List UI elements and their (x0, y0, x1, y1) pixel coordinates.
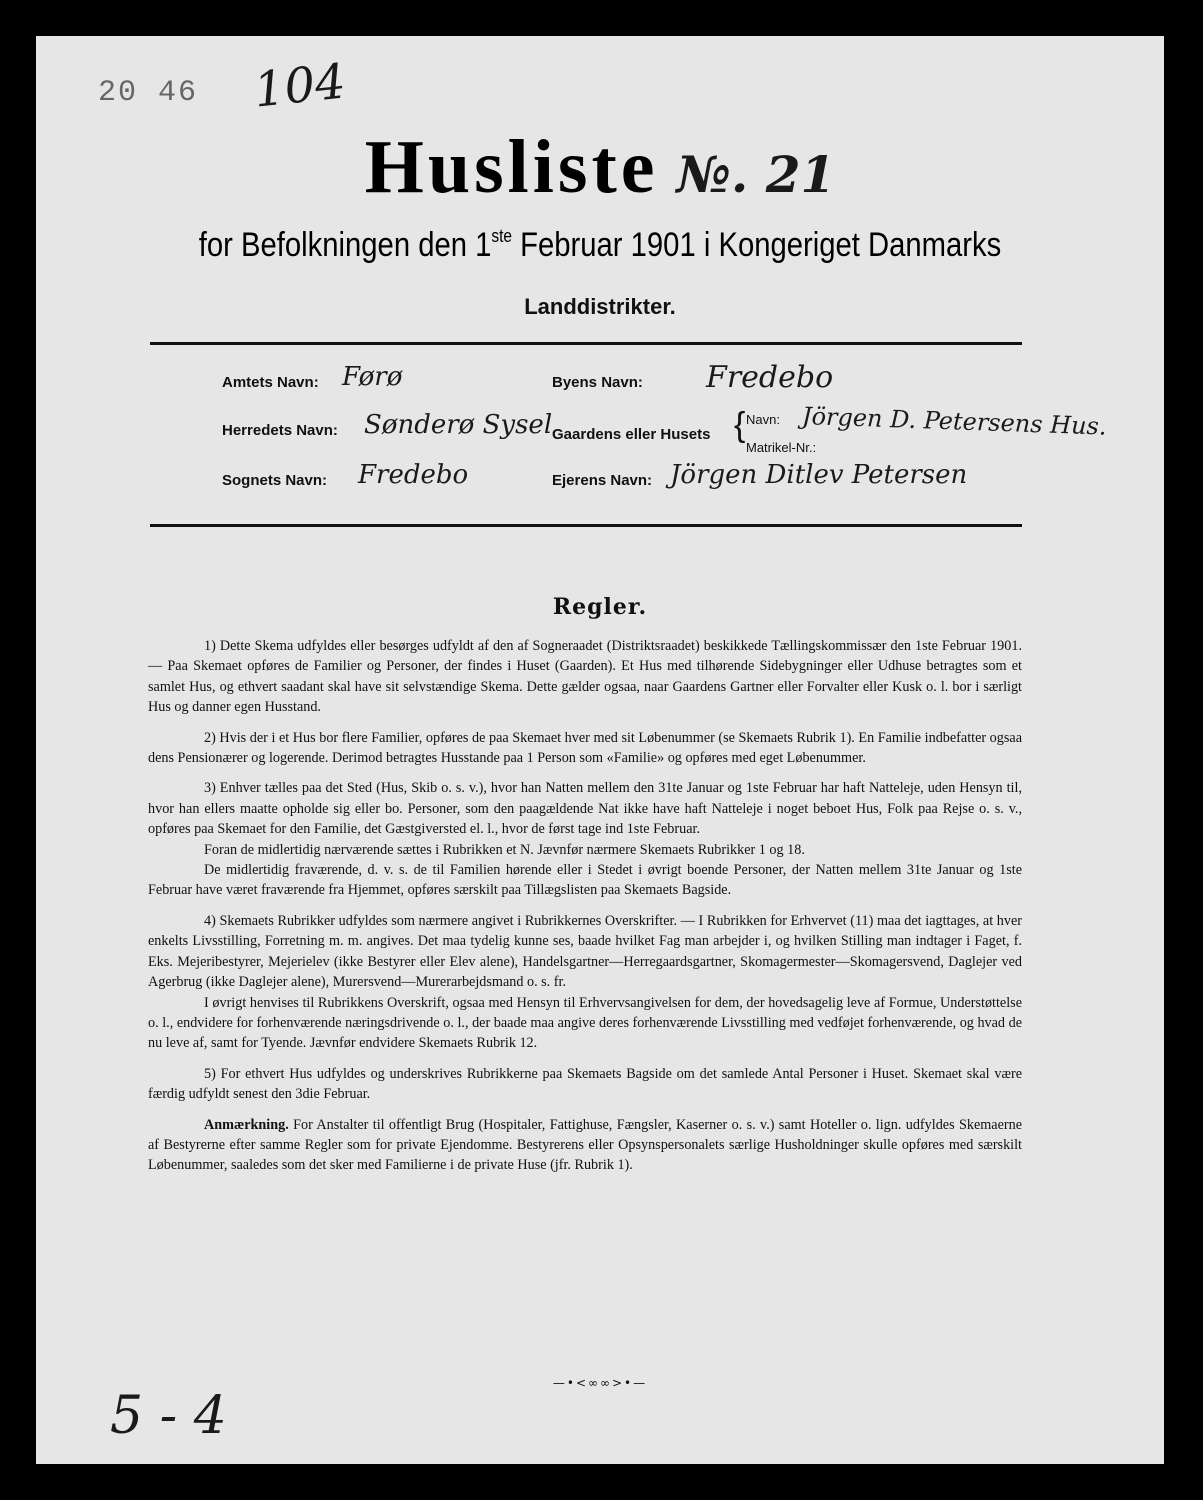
herred-value: Sønderø Sysel (364, 410, 553, 440)
subtitle-part: for Befolkningen den 1 (198, 226, 492, 264)
by-label: Byens Navn: (552, 374, 643, 391)
rule-3-note-n: Foran de midlertidig nærværende sættes i Rubrikken et N. Jævnfør nærmere Skemaets Rubrikker 1 og 18. (204, 841, 805, 858)
ejer-value: Jörgen Ditlev Petersen (670, 460, 968, 490)
ink-number-annotation: 104 (251, 53, 349, 119)
form-title (36, 124, 1164, 211)
gaard-navn-label: Navn: (746, 412, 780, 427)
gaard-matrikel-label: Matrikel-Nr.: (746, 440, 817, 455)
remark-text: For Anstalter til offentligt Brug (Hospitaler, Fattighuse, Fængsler, Kaserner o. s. v.) samt Hoteller o. lign. udfyldes Skemaerne af Bestyrerne efter samme Regler som for private Ejendomme. Bestyrerens eller Opsynspersonalets særlige Husholdninger skulle opføres med særskilt Løbenummer, saaledes som det sker med Familierne i de private Huse (jfr. Rubrik 1). (148, 1116, 1022, 1174)
remark-label: Anmærkning. (204, 1116, 289, 1133)
subtitle-part: Februar 1901 i Kongeriget Danmarks (512, 226, 1002, 264)
amt-value: Førø (342, 362, 403, 392)
rule-3: 3) Enhver tælles paa det Sted (Hus, Skib o. s. v.), hvor han Natten mellem den 31te Januar og 1ste Februar har haft Natteleje, uden Hensyn til, hvor han ellers maatte opholde sig eller bo. Personer, som den paagældende Nat ikke have haft Natteleje i noget beboet Hus, Folk paa Rejse o. s. v., opføres paa Skemaet for den Familie, det Gæstgiversted el. l., hvor de først tage ind 1ste Februar. (148, 780, 1022, 838)
rule-3-absent: De midlertidig fraværende, d. v. s. de til Familien hørende eller i Stedet i øvrigt boende Personer, der Natten mellem 31te Januar og 1ste Februar have været fraværende fra Hjemmet, opføres særskilt paa Tillægslisten paa Skemaets Bagside. (148, 862, 1022, 899)
gaard-navn-value: Jörgen D. Petersens Hus. (801, 402, 1107, 441)
census-form-sheet (36, 36, 1164, 1464)
header-divider-top (150, 342, 1022, 345)
title-text: Husliste (364, 125, 659, 209)
house-list-number: №. 21 (676, 145, 836, 204)
gaard-label: Gaardens eller Husets (552, 426, 711, 443)
herred-label: Herredets Navn: (222, 422, 338, 439)
remark (148, 1115, 1022, 1176)
rule-2: 2) Hvis der i et Hus bor flere Familier, opføres de paa Skemaet hver med sit Løbenummer (se Skemaets Rubrik 1). En Familie indbefatter ogsaa dens Pensionærer og logerende. Derimod betragtes Husstande paa 1 Person som «Familie» og opføres med eget Løbenummer. (148, 729, 1022, 767)
rule-5: 5) For ethvert Hus udfyldes og underskrives Rubrikkerne paa Skemaets Bagside om det samlede Antal Personer i Huset. Skemaet skal være færdig udfyldt senest den 3die Februar. (148, 1065, 1022, 1103)
form-district-type: Landdistrikter. (524, 294, 676, 319)
rule-4: 4) Skemaets Rubrikker udfyldes som nærmere angivet i Rubrikkernes Overskrifter. — I Rubrikken for Erhvervet (11) maa det iagttages, at hver enkelts Livsstilling, Forretning m. m. angives. Det maa tydelig kunne ses, baade hvilket Fag man arbejder i, og hvilken Stilling man indtager i Faget, f. Eks. Mejeribestyrer, Mejerielev (ikke Bestyrer eller Elev alene), Handelsgartner—Herregaardsgartner, Skomagermester—Skomagersvend, Daglejer ved Agerbrug (ikke Daglejer alene), Murersvend—Murerarbejdsmand o. s. fr. (148, 912, 1022, 991)
form-subtitle (115, 226, 1085, 265)
closing-ornament: —•<∞∞>•— (552, 1376, 648, 1390)
rule-1: 1) Dette Skema udfyldes eller besørges udfyldt af den af Sogneraadet (Distriktsraadet) beskikkede Tællingskommissær den 1ste Februar 1901. — Paa Skemaet opføres de Familier og Personer, der findes i Huset (Gaarden). Et Hus med tilhørende Sidebygninger eller Udhuse betragtes som et samlet Hus, og ethvert saadant skal have sit selvstændige Skema. Dette gælder ogsaa, naar Gaardens Gartner eller Forvalter eller Kusk o. l. bor i særligt Hus og danner egen Husstand. (148, 638, 1022, 716)
ejer-label: Ejerens Navn: (552, 472, 653, 489)
archive-number-annotation: 20 46 (98, 76, 199, 110)
header-divider-bottom (150, 524, 1022, 527)
rules-body (148, 636, 1022, 1186)
by-value: Fredebo (706, 360, 834, 395)
rule-4-continued: I øvrigt henvises til Rubrikkens Overskrift, ogsaa med Hensyn til Erhvervsangivelsen for dem, der hovedsagelig leve af Formue, Understøttelse o. l., endvidere for forhenværende næringsdrivende o. l., der baade maa angive deres forhenværende Livsstilling med vedføjet forhenværende, og hvad de nu leve af, samt for Tyende. Jævnfør endvidere Skemaets Rubrik 12. (148, 994, 1022, 1052)
rules-heading: Regler. (552, 594, 648, 620)
bottom-ink-annotation: 5 - 4 (110, 1386, 227, 1446)
subtitle-superscript: ste (491, 226, 513, 246)
amt-label: Amtets Navn: (222, 374, 319, 391)
sogn-label: Sognets Navn: (222, 472, 328, 489)
gaard-brace: { (734, 406, 746, 444)
sogn-value: Fredebo (358, 460, 469, 490)
